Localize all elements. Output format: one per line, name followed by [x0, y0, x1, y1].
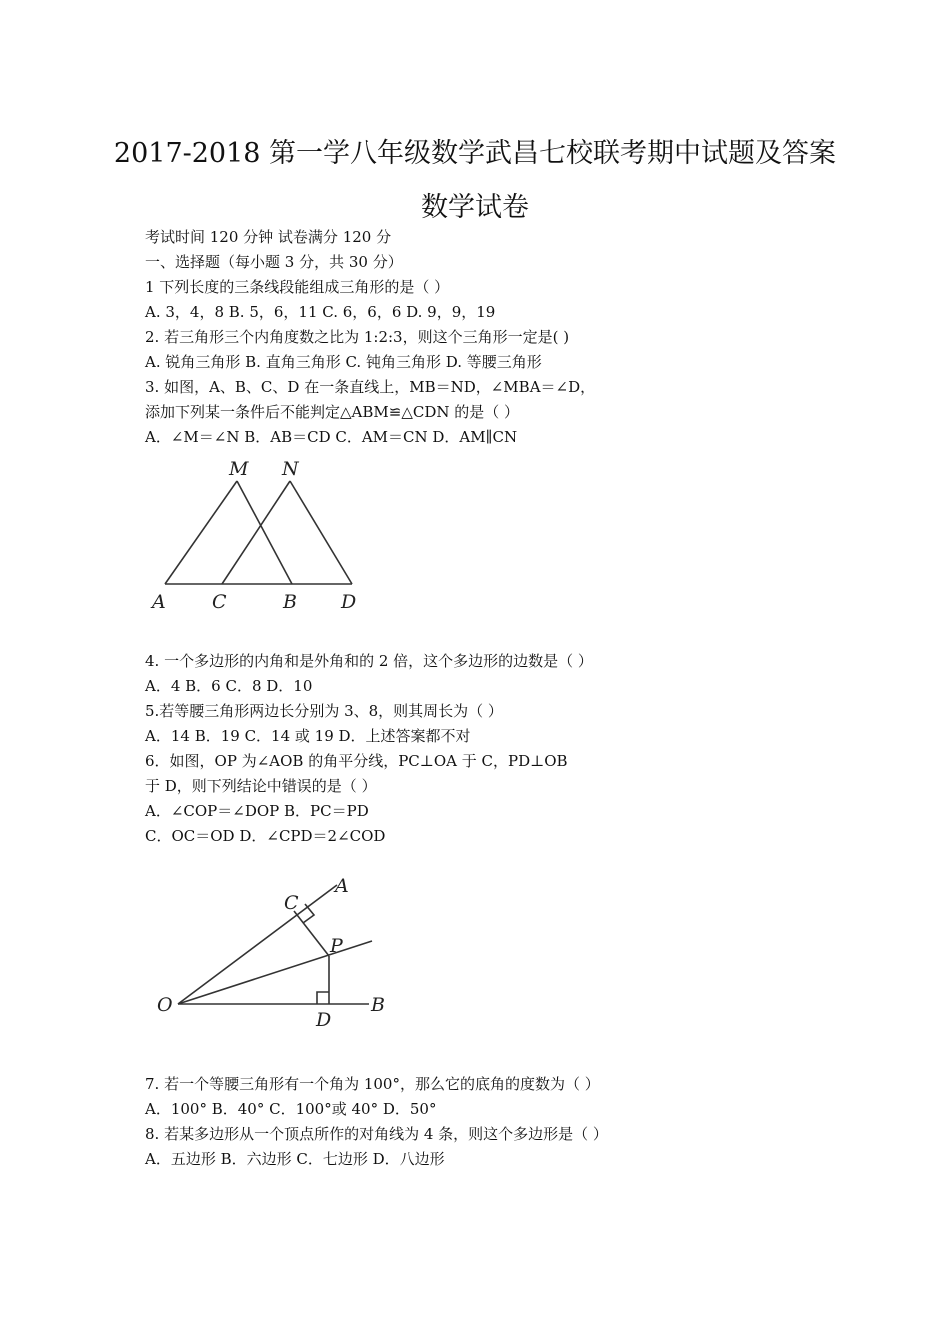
question-3: 3. 如图，A、B、C、D 在一条直线上，MB＝ND，∠MBA＝∠D， [145, 378, 596, 396]
label-c: C [212, 591, 227, 613]
question-6-options-ab: A．∠COP＝∠DOP B．PC＝PD [145, 802, 369, 820]
question-6: 6．如图，OP 为∠AOB 的角平分线，PC⊥OA 于 C，PD⊥OB [145, 752, 568, 770]
question-3-continued: 添加下列某一条件后不能判定△ABM≌△CDN 的是（ ） [145, 403, 520, 421]
bisector-op [178, 941, 372, 1004]
label-p: P [330, 935, 343, 957]
question-3-options: A．∠M＝∠N B．AB＝CD C．AM＝CN D．AM∥CN [145, 428, 518, 446]
label-d: D [341, 591, 357, 613]
question-4: 4. 一个多边形的内角和是外角和的 2 倍，这个多边形的边数是（ ） [145, 652, 593, 670]
segment-mb [237, 481, 292, 584]
question-2-options: A. 锐角三角形 B. 直角三角形 C. 钝角三角形 D. 等腰三角形 [145, 353, 542, 371]
exam-subtitle: 数学试卷 [421, 192, 529, 223]
question-6-continued: 于 D，则下列结论中错误的是（ ） [145, 777, 377, 795]
triangles-figure [140, 450, 380, 620]
segment-cn [222, 481, 290, 584]
segment-am [165, 481, 237, 584]
ray-oa [178, 885, 337, 1004]
question-7-options: A．100° B．40° C．100°或 40° D．50° [145, 1100, 437, 1118]
label-n: N [282, 458, 299, 480]
segment-nd [290, 481, 352, 584]
label-c: C [284, 892, 299, 914]
angle-bisector-figure [145, 870, 395, 1035]
exam-info: 考试时间 120 分钟 试卷满分 120 分 [145, 228, 392, 246]
question-1: 1 下列长度的三条线段能组成三角形的是（ ） [145, 278, 450, 296]
question-2: 2. 若三角形三个内角度数之比为 1:2:3，则这个三角形一定是( ) [145, 328, 570, 346]
label-a: A [335, 875, 349, 897]
label-o: O [157, 994, 173, 1016]
label-a: A [152, 591, 166, 613]
label-m: M [229, 458, 249, 480]
question-8-options: A．五边形 B．六边形 C．七边形 D．八边形 [145, 1150, 445, 1168]
question-5: 5.若等腰三角形两边长分别为 3、8，则其周长为（ ） [145, 702, 503, 720]
right-angle-mark-d [317, 992, 329, 1004]
document-title: 2017-2018 第一学八年级数学武昌七校联考期中试题及答案 [113, 138, 837, 169]
section-heading: 一、选择题（每小题 3 分，共 30 分） [145, 253, 403, 271]
label-d: D [316, 1009, 332, 1031]
label-b: B [371, 994, 385, 1016]
question-7: 7. 若一个等腰三角形有一个角为 100°，那么它的底角的度数为（ ） [145, 1075, 600, 1093]
label-b: B [283, 591, 297, 613]
question-8: 8. 若某多边形从一个顶点所作的对角线为 4 条，则这个多边形是（ ） [145, 1125, 608, 1143]
question-5-options: A．14 B．19 C．14 或 19 D．上述答案都不对 [145, 727, 471, 745]
question-6-options-cd: C．OC＝OD D．∠CPD＝2∠COD [145, 827, 386, 845]
question-1-options: A. 3，4，8 B. 5，6，11 C. 6，6，6 D. 9，9，19 [145, 303, 496, 321]
question-4-options: A．4 B．6 C．8 D．10 [145, 677, 313, 695]
